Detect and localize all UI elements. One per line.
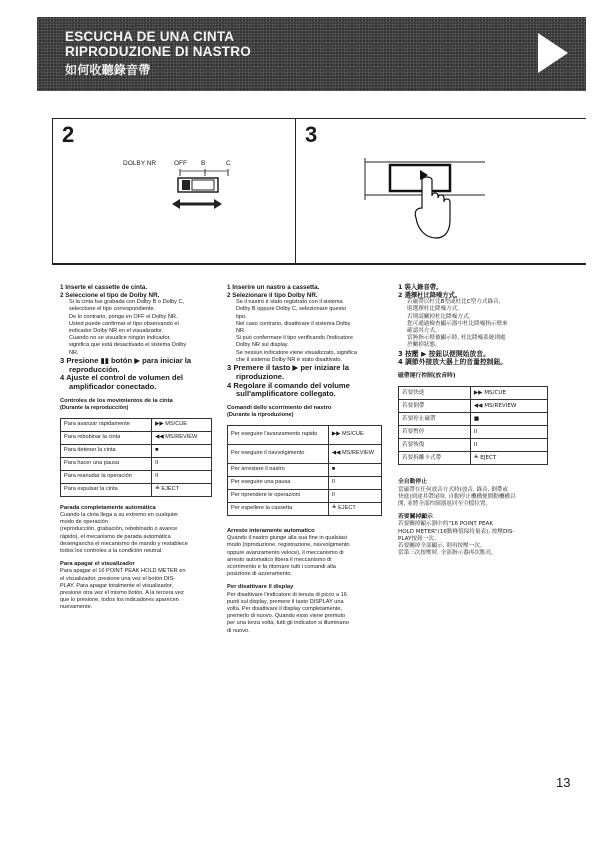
steps-bottom-rule [52, 264, 586, 265]
title-spanish: ESCUCHA DE UNA CINTA [65, 29, 235, 44]
zh-controls-table [398, 386, 548, 465]
zh-controls-title: 磁帶運行控制(放音時) [398, 373, 456, 380]
table-row: Per riprendere le operazioni II [228, 490, 382, 503]
zh-step1: 裝入錄音帶。 [404, 284, 443, 291]
es-step3: Presione ▮▮ botón ▶ para iniciar la [66, 355, 192, 365]
it-step4: Regolare il comando del volume [233, 380, 350, 390]
step3-number: 3 [305, 122, 318, 147]
table-row: Para expulsar la cinta ≜ EJECT [61, 483, 212, 496]
zh-step3: 按壓 ▶ 按鈕以便開始放音。 [405, 349, 490, 358]
it-step2-body: Se il nastro è stato registrato con il sistema Dolby B oppure Dolby C, selezionare questo tipo. Nel caso contrario, disattivare il sistema Dolby NR. Si può confermare il tipo verificando l'indicatore Dolby NR sul display. Se nessun indicatore viene visualizzato, significa che il sistema Dolby NR è stato disattivato. [236, 299, 357, 363]
es-auto-stop-title: Parada completamente automática [60, 504, 156, 511]
it-auto-stop-title: Arresto interamente automatico [227, 528, 315, 534]
es-step2: Seleccione el tipo de Dolby NR. [65, 291, 160, 299]
table-row: 若要暫停 II [399, 426, 548, 439]
es-display-title: Para apagar el visualizador [60, 561, 135, 568]
section-banner [37, 17, 586, 91]
table-row: Para hacer una pausa II [61, 457, 212, 470]
zh-step2-body: 若磁帶以杜比B型或杜比C型方式錄音, 則選擇杜比降噪方式。 否則請關掉杜比降噪方式。 您可通過檢查顯示器中杜比降噪指示燈來 確認其方式。 當無指示燈被顯示時, 杜比降噪系統則處 於關掉狀態。 [407, 299, 508, 349]
table-row: Per espellere la cassetta ≜ EJECT [228, 503, 382, 516]
table-row: Per eseguire l'avanzamento rapido ▶▶ MS/CUE [228, 426, 382, 445]
it-step2: Selezionare il tipo Dolby NR. [232, 291, 318, 299]
dolby-opt-off: OFF [174, 160, 187, 167]
es-step2-body: Si la cinta fue grabada con Dolby B o Dolby C, seleccione el tipo correspondiente. De lo contrario, ponga en OFF el Dolby NR. Usted puede confirmar el tipo observando el indicador Dolby NR en el visualizador. Cuando no se visualice ningún indicador, significa que está desactivado el sistema Dolby NR. [69, 299, 187, 356]
zh-step2: 選擇杜比降噪方式。 [404, 291, 462, 299]
table-row: Per arrestare il nastro ■ [228, 464, 382, 477]
play-arrow-icon [538, 33, 568, 73]
column-chinese: 1 裝入錄音帶。 2 選擇杜比降噪方式。 若磁帶以杜比B型或杜比C型方式錄音, 則選擇杜比降噪方式。 否則請關掉杜比降噪方式。 您可通過檢查顯示器中杜比降噪指示燈來 確認其方式。 當無指示燈被顯示時, 杜比降噪系統則處 於關掉狀態。 3 按壓 ▶ 按鈕以便開始放音。 4 調節外接放大器上的音量控制鈕。 磁帶運行控制(放音時) 若要快進 ▶▶ MS/CUE 若要倒帶 ◀◀ MS/REVIEW 若要停止磁帶 ■ 若要暫停 II 若要恢復 II 若要拆離卡式帶 ≜ EJECT 全自動停止 當磁帶在任何放音方式時(放音, 錄音, 倒帶或 快進)到達其帶尾時, 自動停止機構便開動機構以 開, 並將全部控制器返回至空檔位置。 若要關掉顯示 若要關掉顯示器中的"16 POINT PEAK HOLD METER"(16點峰值保持量表), 按壓DIS- PLAY按鈕一次。 若要關掉全部顯示, 則再按壓一次。 當第三次按壓時, 全部指示器再次點亮。 [398, 284, 570, 557]
es-step4: Ajuste el control de volumen del [66, 373, 183, 383]
it-step3: Premere il tasto ▶ per iniziare la [233, 363, 349, 373]
zh-display-title: 若要關掉顯示 [398, 514, 433, 521]
table-row: Per eseguire il riavvolgimento ◀◀ MS/REVIEW [228, 445, 382, 464]
table-row: 若要拆離卡式帶 ≜ EJECT [399, 452, 548, 465]
table-row: 若要快進 ▶▶ MS/CUE [399, 387, 548, 400]
table-row: Para reanudar la operación II [61, 470, 212, 483]
column-italian: 1 Inserire un nastro a cassetta. 2 Selezionare il tipo Dolby NR. Se il nastro è stato registrato con il sistema Dolby B oppure Dolby C, selezionare questo tipo. Nel caso contrario, disattivare il sistema Dolby NR. Si può confermare il tipo verificando l'indicatore Dolby NR sul display. Se nessun indicatore viene visualizzato, significa che il sistema Dolby NR è stato disattivato. 3 Premere il tasto ▶ per iniziare la riproduzione. 4 Regolare il comando del volume sull'amplificatore collegato. Comandi dello scorrimento del nastro (Durante la riproduzione) Per eseguire l'avanzamento rapido ▶▶ MS/CUE Per eseguire il riavvolgimento ◀◀ MS/REVIEW Per arrestare il nastro ■ Per eseguire una pausa II Per riprendere le operazioni II Per espellere la cassetta ≜ EJECT Arresto interamente automatico Quando il nastro giunge alla sua fine in qualsiasi modo (riproduzione, registrazione, riavvolgimento oppure avanzamento veloce), il meccanismo di arresto automatico libera il meccanismo di scorrimento e fa ritornare tutti i comandi alla posizione di azzeramento. Per disattivare il display Per disattivare l'indicatore di tenuta di picco a 16 punti sul display, premere il tasto DISPLAY una volta. Per disattivare il display completamente, premerlo di nuovo. Quando esso viene premuto per una terza volta, tutti gli indicatori si illuminano di nuovo. [227, 284, 387, 635]
table-row: 若要恢復 II [399, 439, 548, 452]
zh-step4: 調節外接放大器上的音量控制鈕。 [405, 358, 508, 367]
es-controls-table [60, 418, 212, 497]
table-row: Per eseguire una pausa II [228, 477, 382, 490]
it-controls-table [227, 425, 382, 516]
dolby-nr-label: DOLBY NR [123, 160, 157, 167]
table-row: 若要倒帶 ◀◀ MS/REVIEW [399, 400, 548, 413]
it-display-title: Per disattivare il display [227, 584, 294, 591]
dolby-opt-b: B [201, 160, 206, 167]
it-controls-title: Comandi dello scorrimento del nastro [227, 405, 332, 412]
page-number: 13 [556, 775, 571, 790]
step2-number: 2 [62, 122, 75, 147]
es-controls-title: Controles de los movimientos de la cinta [60, 398, 173, 404]
step-illustrations [52, 118, 586, 264]
table-row: 若要停止磁帶 ■ [399, 413, 548, 426]
zh-auto-stop-title: 全自動停止 [398, 479, 427, 486]
table-row: Para avanzar rápidamente ▶▶ MS/CUE [61, 418, 212, 431]
dolby-switch-icon [170, 166, 240, 216]
table-row: Para detener la cinta ■ [61, 444, 212, 457]
table-row: Para rebobinar la cinta ◀◀ MS/REVIEW [61, 431, 212, 444]
title-italian: RIPRODUZIONE DI NASTRO [65, 44, 251, 59]
title-chinese: 如何收聽錄音帶 [65, 63, 151, 77]
step-divider [295, 118, 296, 264]
dolby-opt-c: C [226, 160, 231, 167]
it-step1: Inserire un nastro a cassetta. [232, 284, 320, 291]
column-spanish: 1 Inserte el cassette de cinta. 2 Seleccione el tipo de Dolby NR. Si la cinta fue grabada con Dolby B o Dolby C, seleccione el tipo correspondiente. De lo contrario, ponga en OFF el Dolby NR. Usted puede confirmar el tipo observando el indicador Dolby NR en el visualizador. Cuando no se visualice ningún indicador, significa que está desactivado el sistema Dolby NR. 3 Presione ▮▮ botón ▶ para iniciar la reproducción. 4 Ajuste el control de volumen del amplificador conectado. Controles de los movimientos de la cinta (Durante la reproducción) Para avanzar rápidamente ▶▶ MS/CUE Para rebobinar la cinta ◀◀ MS/REVIEW Para detener la cinta ■ Para hacer una pausa II Para reanudar la operación II Para expulsar la cinta ≜ EJECT Parada completamente automática Cuando la cinta llega a su extremo en cualquier modo de operación (reproducción, grabación, rebobinado o avance rápido), el mecanismo de parada automática desengancha el mecanismo de mando y restablece todos los controles a la condición neutral. Para apagar el visualizador Para apagar el 16 POINT PEAK HOLD METER en el visualizador, presione una vez el botón DIS- PLAY. Para apagar totalmente el visualizador, presione otra vez el mismo botón. A la tercera vez que lo presione, todos los indicadores aparecen nuevamente. [60, 284, 220, 612]
es-step1: Inserte el cassette de cinta. [65, 284, 148, 291]
play-button-press-icon [360, 150, 490, 250]
